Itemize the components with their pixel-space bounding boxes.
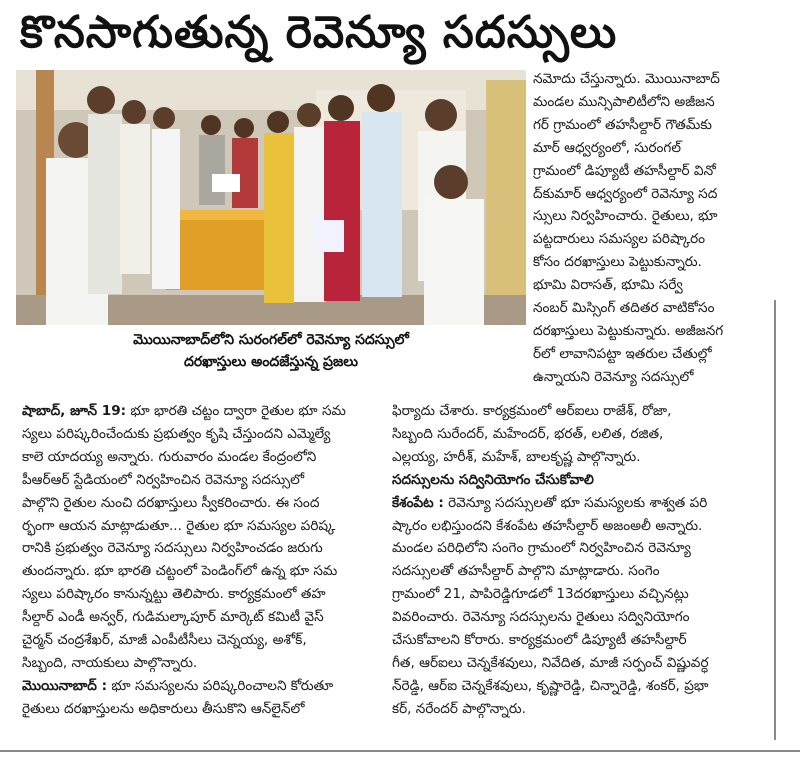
text-line: మండల మున్సిపాలిటీలోని అజీజన: [533, 93, 715, 110]
text-line: కర్, నరేందర్ పాల్గొన్నారు.: [392, 700, 526, 717]
dateline: మొయినాబాద్ :: [22, 677, 108, 694]
caption-line: దరఖాస్తులు అందజేస్తున్న ప్రజలు: [183, 354, 359, 370]
text-line: తుందన్నారు. భూ భారతి చట్టంలో పెండింగ్‌లో ఉన్న భూ సమ: [22, 563, 338, 580]
text-line: కాలె యాదయ్య అన్నారు. గురువారం మండల కేంద్రంలోని: [22, 448, 317, 465]
text-line: స్సులు నిర్వహించారు. రైతులు, భూ: [533, 208, 718, 225]
text-line: వివరించారు. రెవెన్యూ సదస్సులను రైతులు సద్వినియోగం: [392, 609, 690, 626]
text-line: ర్‌లో లావానిపట్టా ఇతరుల చేతుల్లో: [533, 345, 712, 362]
text-line: ద్‌కుమార్ ఆధ్వర్యంలో రెవెన్యూ సద: [533, 185, 718, 202]
text-line: ష్కారం లభిస్తుందని కేశంపేట తహసీల్దార్ అజంఅలీ అన్నారు.: [392, 517, 703, 534]
text-line: దరఖాస్తులు పెట్టుకున్నారు. అజీజనగ: [533, 322, 724, 339]
text-line: సదస్సులతో తహసీల్దార్ పాల్గొని మాట్లాడారు. సంగెం: [392, 563, 660, 580]
text-line: [22, 675, 374, 698]
text-line-body: భూ భారతి చట్టం ద్వారా రైతుల భూ సమ: [130, 403, 346, 419]
text-line: చైర్మన్ చంద్రశేఖర్, మాజీ ఎంపీటీసీలు చెన్నయ్య, అశోక్,: [22, 632, 307, 649]
text-line: గ్రామంలో డిప్యూటీ తహసీల్దార్ వినో: [533, 162, 716, 179]
text-line: చేసుకోవాలని కోరారు. కార్యక్రమంలో డిప్యూటీ తహసీల్దార్: [392, 632, 687, 649]
dateline: షాబాద్, జూన్ 19:: [22, 403, 127, 419]
text-line: గర్ గ్రామంలో తహసీల్దార్ గౌతమ్‌కు: [533, 116, 713, 133]
text-line: మండల పరిధిలోని సంగెం గ్రామంలో నిర్వహించిన రెవెన్యూ: [392, 540, 691, 557]
dateline: కేశంపేట :: [392, 494, 444, 511]
text-line: పీఆర్ఆర్ స్టేడియంలో నిర్వహించిన రెవెన్యూ సదస్సులో: [22, 471, 305, 488]
article-headline: కొనసాగుతున్న రెవెన్యూ సదస్సులు: [20, 7, 618, 58]
text-line-body: రెవెన్యూ సదస్సులతో భూ సమస్యలకు శాశ్వత పరి: [448, 494, 708, 511]
column-divider: [774, 300, 776, 740]
news-photo: [16, 70, 526, 325]
text-line: ఎల్లయ్య, హరీశ్, మహేశ్, బాలకృష్ణ పాల్గొన్నారు.: [392, 448, 641, 465]
article-column-right-top: [533, 68, 755, 389]
text-line: పట్టదారులు సమస్యల పరిష్కారం: [533, 231, 706, 248]
text-line: సిబ్బంది సురేందర్, మహేందర్, భరత్, లలిత, రజిత,: [392, 425, 664, 442]
text-line: భూమి విరాసత్, భూమి సర్వే: [533, 277, 683, 294]
text-line: స్యలు పరిష్కారం కానున్నట్టు తెలిపారు. కార్యక్రమంలో తహ: [22, 586, 326, 603]
caption-line: మొయినాబాద్‌లోని సురంగల్‌లో రెవెన్యూ సదస్సులో: [133, 332, 409, 348]
text-line: [392, 492, 758, 515]
text-line: కోసం దరఖాస్తులు పెట్టుకున్నారు.: [533, 254, 702, 271]
article-column-right-bottom: [392, 400, 758, 721]
text-line: రానికి ప్రభుత్వం రెవెన్యూ సదస్సులు నిర్వహించడం జరుగు: [22, 540, 323, 557]
page-bottom-rule: [0, 750, 800, 752]
text-line: ఉన్నాయని రెవెన్యూ సదస్సులో: [533, 368, 694, 385]
text-line: ఫిర్యాదు చేశారు. కార్యక్రమంలో ఆర్ఐలు రాజేశ్, రోజా,: [392, 403, 672, 419]
article-column-left: [22, 400, 374, 721]
photo-caption: [16, 327, 526, 379]
text-line: గ్రామంలో 21, పాపిరెడ్డిగూడలో 13దరఖాస్తులు వచ్చినట్లు: [392, 586, 689, 603]
text-line: సీల్దార్ ఎండీ అన్వర్, గుడిమల్కాపూర్ మార్కెట్ కమిటీ వైస్: [22, 609, 324, 626]
text-line: మార్ ఆధ్వర్యంలో, సురంగల్: [533, 139, 681, 156]
text-line: నంబర్ మిస్సింగ్ తదితర వాటికోసం: [533, 300, 715, 317]
text-line: స్యలు పరిష్కరించేందుకు ప్రభుత్వం కృషి చేస్తుందని ఎమ్మెల్యే: [22, 425, 331, 442]
text-line: న్‌రెడ్డి, ఆర్ఐ చెన్నకేశవులు, కృష్ణారెడ్డి, చిన్నారెడ్డి, శంకర్, ప్రభా: [392, 677, 709, 694]
text-line: గీత, ఆర్ఐలు చెన్నకేశవులు, నివేదిత, మాజీ సర్పంచ్ విష్ణువర్ధ: [392, 654, 709, 671]
text-line: సిబ్బంది, నాయకులు పాల్గొన్నారు.: [22, 654, 198, 671]
text-line: రైతులు దరఖాస్తులను అధికారులు తీసుకొని ఆన్‌లైన్‌లో: [22, 700, 305, 717]
text-line: ర్భంగా ఆయన మాట్లాడుతూ... రైతుల భూ సమస్యల పరిష్క: [22, 517, 336, 534]
subheading: సదస్సులను సద్వినియోగం చేసుకోవాలి: [392, 471, 594, 488]
text-line: [22, 400, 374, 423]
text-line: నమోదు చేస్తున్నారు. మొయినాబాద్: [533, 71, 720, 87]
text-line-body: భూ సమస్యలను పరిష్కరించాలని కోరుతూ: [111, 677, 334, 694]
text-line: పాల్గొని రైతుల నుంచి దరఖాస్తులు స్వీకరించారు. ఈ సంద: [22, 494, 320, 511]
